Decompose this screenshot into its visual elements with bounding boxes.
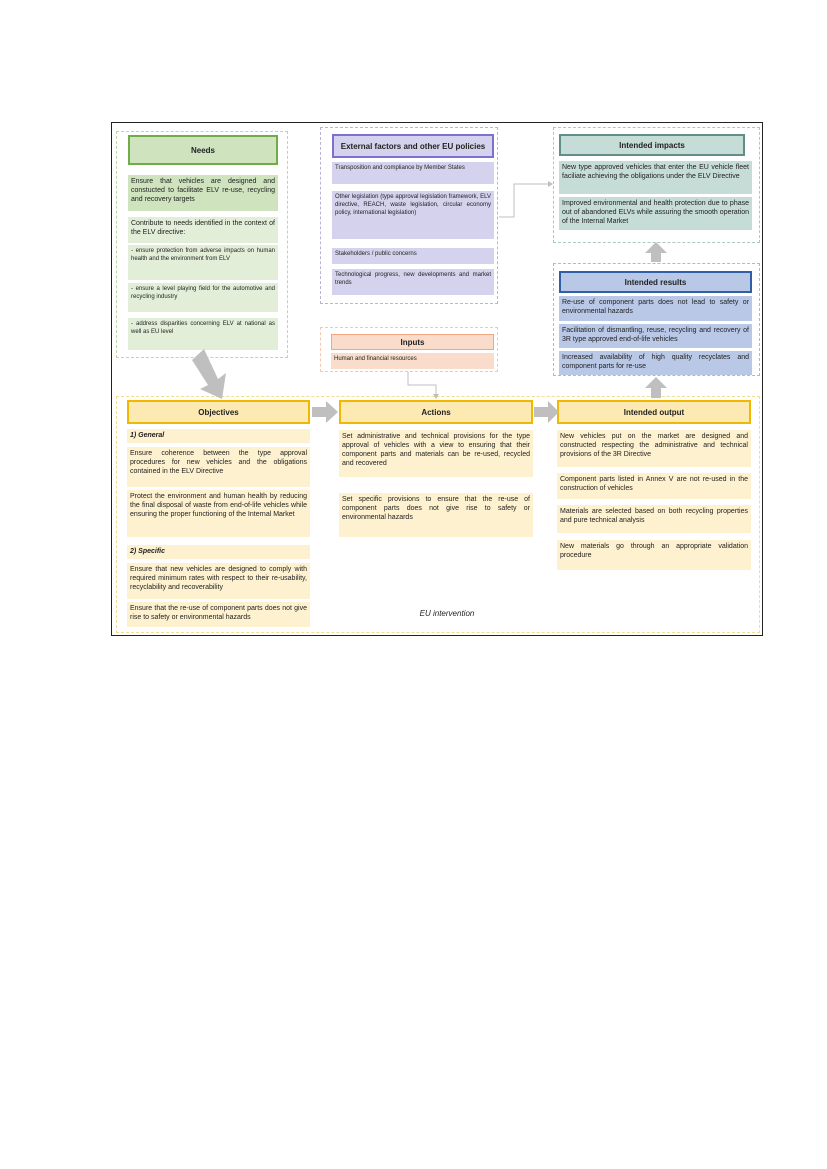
results-item: Facilitation of dismantling, reuse, recycling and recovery of 3R type approved end-of-life vehicles — [559, 324, 752, 348]
actions-item: Set administrative and technical provisions for the type approval of vehicles with a view to ensuring that their component parts and materials can be re-used, recycled and recovered — [339, 430, 533, 477]
objectives-general-item: Ensure coherence between the type approval procedures for new vehicles and the obligations contained in the ELV Directive — [127, 447, 310, 487]
flow-arrows — [112, 123, 764, 637]
output-header: Intended output — [557, 400, 751, 424]
needs-item: - address disparities concerning ELV at national as well as EU level — [128, 318, 278, 350]
external-header: External factors and other EU policies — [332, 134, 494, 158]
arrow-needs-to-objectives — [192, 349, 226, 399]
actions-header: Actions — [339, 400, 533, 424]
objectives-header: Objectives — [127, 400, 310, 424]
output-item: New vehicles put on the market are designed and constructed respecting the administrative and technical provisions of the 3R Directive — [557, 430, 751, 467]
needs-header: Needs — [128, 135, 278, 165]
results-item: Increased availability of high quality recyclates and component parts for re-use — [559, 351, 752, 375]
output-item: New materials go through an appropriate validation procedure — [557, 540, 751, 570]
external-item: Technological progress, new developments and market trends — [332, 269, 494, 295]
external-item: Stakeholders / public concerns — [332, 248, 494, 264]
actions-item: Set specific provisions to ensure that the re-use of component parts does not give rise to safety or environmental hazards — [339, 493, 533, 537]
output-item: Materials are selected based on both recycling properties and pure technical analysis — [557, 505, 751, 533]
diagram-frame — [111, 122, 763, 636]
inputs-header: Inputs — [331, 334, 494, 350]
arrow-objectives-to-actions — [312, 401, 338, 423]
results-header: Intended results — [559, 271, 752, 293]
arrow-external-to-impacts — [499, 184, 550, 217]
results-item: Re-use of component parts does not lead to safety or environmental hazards — [559, 296, 752, 321]
needs-item: - ensure a level playing field for the automotive and recycling industry — [128, 283, 278, 312]
external-item: Other legislation (type approval legislation framework, ELV directive, REACH, waste legislation, circular economy policy, international legislation) — [332, 191, 494, 239]
needs-item: Ensure that vehicles are designed and constucted to facilitate ELV re-use, recycling and recovery targets — [128, 175, 278, 211]
impacts-item: New type approved vehicles that enter the EU vehicle fleet faciliate achieving the obligations under the ELV Directive — [559, 161, 752, 194]
needs-item: - ensure protection from adverse impacts on human health and the environment from ELV — [128, 245, 278, 280]
external-item: Transposition and compliance by Member States — [332, 162, 494, 184]
objectives-specific-label: 2) Specific — [127, 545, 310, 559]
objectives-specific-item: Ensure that new vehicles are designed to comply with required minimum rates with respect to their re-usability, recyclability and recoverability — [127, 563, 310, 599]
arrow-output-to-results — [645, 377, 667, 398]
impacts-header: Intended impacts — [559, 134, 745, 156]
needs-item: Contribute to needs identified in the context of the ELV directive: — [128, 217, 278, 243]
arrow-results-to-impacts — [645, 242, 667, 262]
objectives-general-label: 1) General — [127, 429, 310, 443]
arrow-actions-to-output — [534, 401, 559, 423]
arrow-inputs-to-actions — [408, 372, 436, 396]
inputs-item: Human and financial resources — [331, 353, 494, 369]
intervention-label: EU intervention — [419, 609, 475, 618]
impacts-item: Improved environmental and health protection due to phase out of abandoned ELVs while assuring the smooth operation of the Internal Market — [559, 197, 752, 230]
objectives-general-item: Protect the environment and human health by reducing the final disposal of waste from end-of-life vehicles while ensuring the proper functioning of the Internal Market — [127, 490, 310, 537]
objectives-specific-item: Ensure that the re-use of component parts does not give rise to safety or environmental hazards — [127, 602, 310, 627]
output-item: Component parts listed in Annex V are not re-used in the construction of vehicles — [557, 473, 751, 499]
